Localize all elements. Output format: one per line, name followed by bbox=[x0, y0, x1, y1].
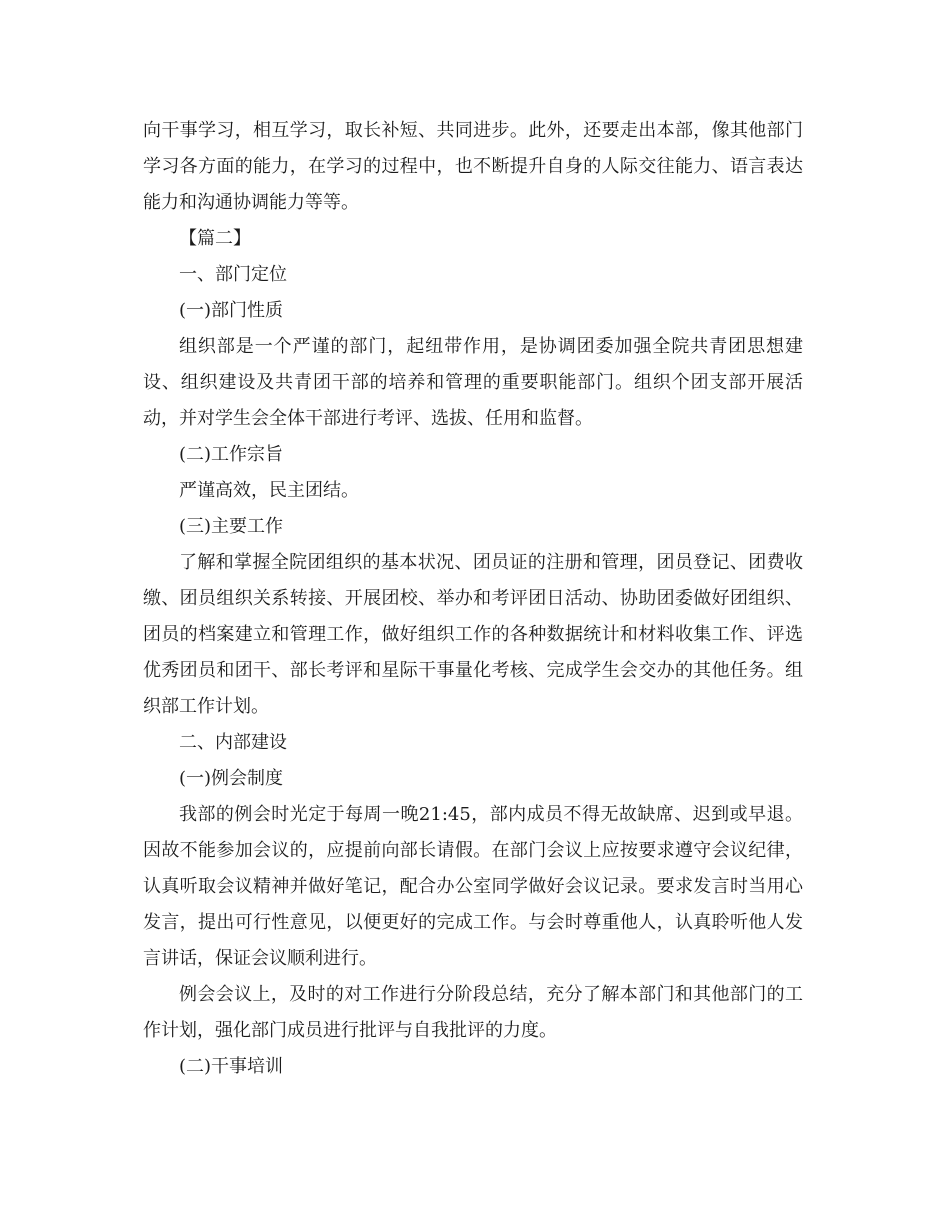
subsection-heading: (二)工作宗旨 bbox=[179, 444, 284, 465]
section-label: 【篇二】 bbox=[179, 228, 251, 249]
subsection-heading: (三)主要工作 bbox=[179, 516, 284, 537]
paragraph: 组织部是一个严谨的部门，起纽带作用，是协调团委加强全院共青团思想建设、组织建设及共青团干部的培养和管理的重要职能部门。组织个团支部开展活动，并对学生会全体干部进行考评、选拔、任用和监督。 bbox=[143, 336, 803, 429]
document-body bbox=[143, 113, 803, 1085]
subsection-heading: (二)干事培训 bbox=[179, 1056, 284, 1077]
subsection-heading: (一)例会制度 bbox=[179, 768, 284, 789]
section-heading: 二、内部建设 bbox=[179, 732, 287, 753]
section-heading: 一、部门定位 bbox=[179, 264, 287, 285]
paragraph: 例会会议上，及时的对工作进行分阶段总结，充分了解本部门和其他部门的工作计划，强化部门成员进行批评与自我批评的力度。 bbox=[143, 984, 803, 1041]
paragraph: 了解和掌握全院团组织的基本状况、团员证的注册和管理，团员登记、团费收缴、团员组织关系转接、开展团校、举办和考评团日活动、协助团委做好团组织、团员的档案建立和管理工作，做好组织工作的各种数据统计和材料收集工作、评选优秀团员和团干、部长考评和星际干事量化考核、完成学生会交办的其他任务。组织部工作计划。 bbox=[143, 552, 803, 717]
paragraph: 严谨高效，民主团结。 bbox=[179, 480, 359, 501]
paragraph: 我部的例会时光定于每周一晚21:45，部内成员不得无故缺席、迟到或早退。因故不能参加会议的，应提前向部长请假。在部门会议上应按要求遵守会议纪律，认真听取会议精神并做好笔记，配合办公室同学做好会议记录。要求发言时当用心发言，提出可行性意见，以便更好的完成工作。与会时尊重他人，认真聆听他人发言讲话，保证会议顺利进行。 bbox=[143, 804, 803, 969]
subsection-heading: (一)部门性质 bbox=[179, 300, 284, 321]
paragraph: 向干事学习，相互学习，取长补短、共同进步。此外，还要走出本部，像其他部门学习各方面的能力，在学习的过程中，也不断提升自身的人际交往能力、语言表达能力和沟通协调能力等等。 bbox=[143, 120, 803, 213]
